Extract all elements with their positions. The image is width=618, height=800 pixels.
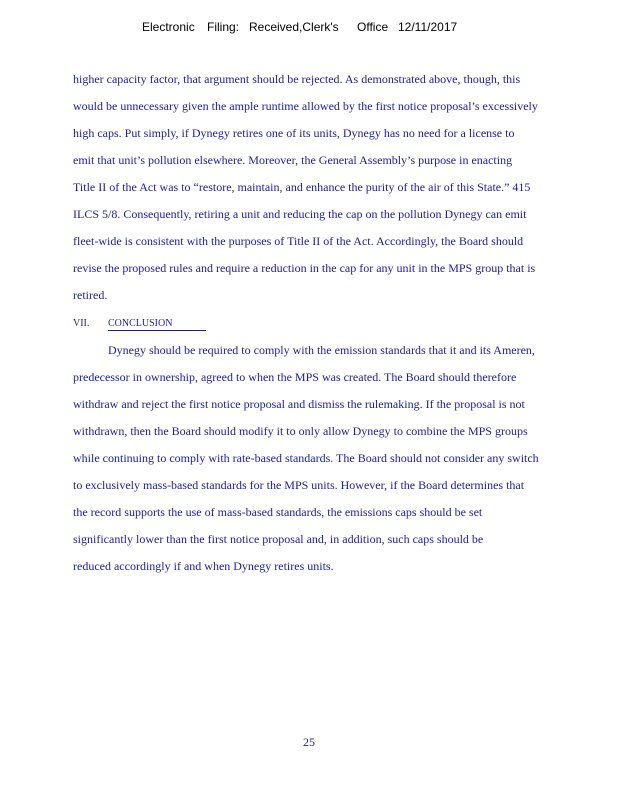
text-line: Title II of the Act was to “restore, maintain, and enhance the purity of the air of this State.” 415 bbox=[73, 180, 531, 194]
text-line: significantly lower than the first notice proposal and, in addition, such caps should be bbox=[73, 532, 484, 546]
text-line: emit that unit’s pollution elsewhere. Moreover, the General Assembly’s purpose in enacting bbox=[73, 153, 513, 167]
text-line: predecessor in ownership, agreed to when the MPS was created. The Board should therefore bbox=[73, 370, 517, 384]
text-line: retired. bbox=[73, 288, 108, 302]
text-line: reduced accordingly if and when Dynegy retires units. bbox=[73, 559, 334, 573]
text-line: Dynegy should be required to comply with the emission standards that it and its Ameren, bbox=[108, 343, 535, 357]
text-line: the record supports the use of mass-based standards, the emissions caps should be set bbox=[73, 505, 483, 519]
page-number: 25 bbox=[303, 735, 315, 749]
stamp-date: 12/11/2017 bbox=[398, 20, 458, 34]
text-line: withdraw and reject the first notice proposal and dismiss the rulemaking. If the proposal is not bbox=[73, 397, 525, 411]
text-line: higher capacity factor, that argument should be rejected. As demonstrated above, though, this bbox=[73, 72, 521, 86]
text-line: high caps. Put simply, if Dynegy retires one of its units, Dynegy has no need for a license to bbox=[73, 126, 515, 140]
text-line: withdrawn, then the Board should modify it to only allow Dynegy to combine the MPS groups bbox=[73, 424, 528, 438]
text-line: revise the proposed rules and require a reduction in the cap for any unit in the MPS group that is bbox=[73, 261, 536, 275]
text-line: fleet-wide is consistent with the purposes of Title II of the Act. Accordingly, the Board should bbox=[73, 234, 524, 248]
text-line: while continuing to comply with rate-based standards. The Board should not consider any switch bbox=[73, 451, 539, 465]
stamp-office: Office bbox=[357, 20, 389, 34]
section-number: VII. bbox=[73, 318, 90, 329]
text-line: would be unnecessary given the ample runtime allowed by the first notice proposal’s excessively bbox=[73, 99, 538, 113]
stamp-electronic: Electronic bbox=[142, 20, 195, 34]
text-line: to exclusively mass-based standards for the MPS units. However, if the Board determines that bbox=[73, 478, 525, 492]
text-line: ILCS 5/8. Consequently, retiring a unit and reducing the cap on the pollution Dynegy can emit bbox=[73, 207, 527, 221]
stamp-received: Received,Clerk's bbox=[249, 20, 339, 34]
stamp-filing: Filing: bbox=[207, 20, 240, 34]
section-title: CONCLUSION bbox=[108, 318, 206, 331]
